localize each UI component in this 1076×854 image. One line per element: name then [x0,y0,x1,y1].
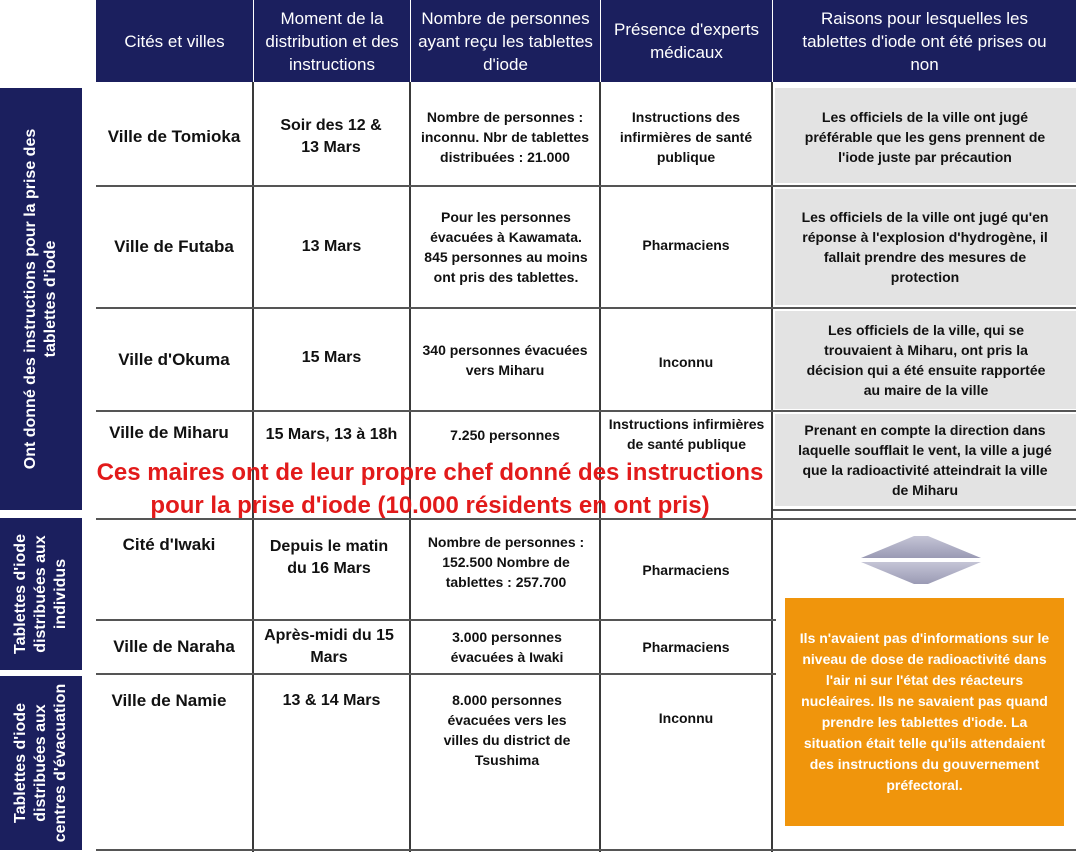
header-people: Nombre de personnes ayant reçu les tablettes d'iode [411,0,600,82]
group-evacuation-label: Tablettes d'iode distribuées aux centres d'évacuation [12,683,69,843]
row-2-reason: Les officiels de la ville ont jugé qu'en réponse à l'explosion d'hydrogène, il fallait prendre des mesures de protection [801,209,1049,285]
grid-hline [96,410,1076,412]
double-arrow-icon [858,534,984,586]
row-1-city: Ville de Tomioka [107,126,241,146]
row-3-experts: Inconnu [658,354,714,370]
row-4-experts: Instructions infirmières de santé publique [608,416,765,452]
grid-hline [773,509,1076,511]
banner-line-1: Ces maires ont de leur propre chef donné des instructions [96,459,764,486]
group-individuals [0,518,82,670]
row-5-people: Nombre de personnes : 152.500 Nombre de tablettes : 257.700 [427,534,585,590]
header-experts: Présence d'experts médicaux [601,0,772,82]
row-3-city: Ville d'Okuma [118,349,230,369]
row-5-moment: Depuis le matin du 16 Mars [269,538,389,577]
row-2-experts: Pharmaciens [642,237,730,253]
row-5-experts: Pharmaciens [642,561,730,578]
grid-hline [96,673,776,675]
row-6-moment: Après-midi du 15 Mars [264,627,394,666]
group-instructions [0,88,82,510]
row-3-moment: 15 Mars [301,348,362,366]
row-1-moment: Soir des 12 & 13 Mars [280,116,382,156]
group-individuals-label: Tablettes d'iode distribuées aux individus [12,534,69,654]
row-2-city: Ville de Futaba [114,237,234,256]
orange-note: Ils n'avaient pas d'informations sur le niveau de dose de radioactivité dans l'air ni sur l'état des réacteurs nucléaires. Ils ne savaient pas quand prendre les tablettes d'iode. La situation était telle qu'ils attendaient des instructions du gouvernement préfectoral. [785,598,1064,826]
row-4-people: 7.250 personnes [450,427,560,443]
header-city: Cités et villes [96,0,253,82]
header-reasons: Raisons pour lesquelles les tablettes d'iode ont été prises ou non [773,0,1076,82]
row-3-people: 340 personnes évacuées vers Miharu [422,341,588,378]
row-7-city: Ville de Namie [111,691,227,710]
row-5-city: Cité d'Iwaki [122,535,216,554]
row-7-experts: Inconnu [658,710,714,726]
row-2-people: Pour les personnes évacuées à Kawamata. 845 personnes au moins ont pris des tablettes. [424,209,588,285]
banner-line-2: pour la prise d'iode (10.000 résidents en ont pris) [150,492,710,519]
row-6-experts: Pharmaciens [642,639,730,655]
row-7-moment: 13 & 14 Mars [282,692,381,709]
row-1-people: Nombre de personnes : inconnu. Nbr de tablettes distribuées : 21.000 [420,108,589,165]
row-3-reason: Les officiels de la ville, qui se trouvaient à Miharu, ont pris la décision qui a été ensuite rapportée au maire de la ville [806,321,1046,398]
group-evacuation [0,676,82,850]
row-4-reason: Prenant en compte la direction dans laquelle soufflait le vent, la ville a jugé que la radioactivité atteindrait la ville de Miharu [798,422,1052,498]
group-instructions-label: Ont donné des instructions pour la prise des tablettes d'iode [22,128,59,470]
row-4-moment: 15 Mars, 13 à 18h [265,426,398,443]
grid-vline [771,82,773,852]
row-4-city: Ville de Miharu [109,423,229,442]
header-moment: Moment de la distribution et des instructions [254,0,410,82]
row-2-moment: 13 Mars [301,238,362,255]
row-6-people: 3.000 personnes évacuées à Iwaki [450,629,564,665]
row-6-city: Ville de Naraha [113,637,235,656]
grid-hline [96,849,1076,851]
row-1-experts: Instructions des infirmières de santé publique [619,108,753,165]
row-1-reason: Les officiels de la ville ont jugé préférable que les gens prennent de l'iode juste par précaution [804,108,1046,165]
row-7-people: 8.000 personnes évacuées vers les villes du district de Tsushima [443,692,571,768]
